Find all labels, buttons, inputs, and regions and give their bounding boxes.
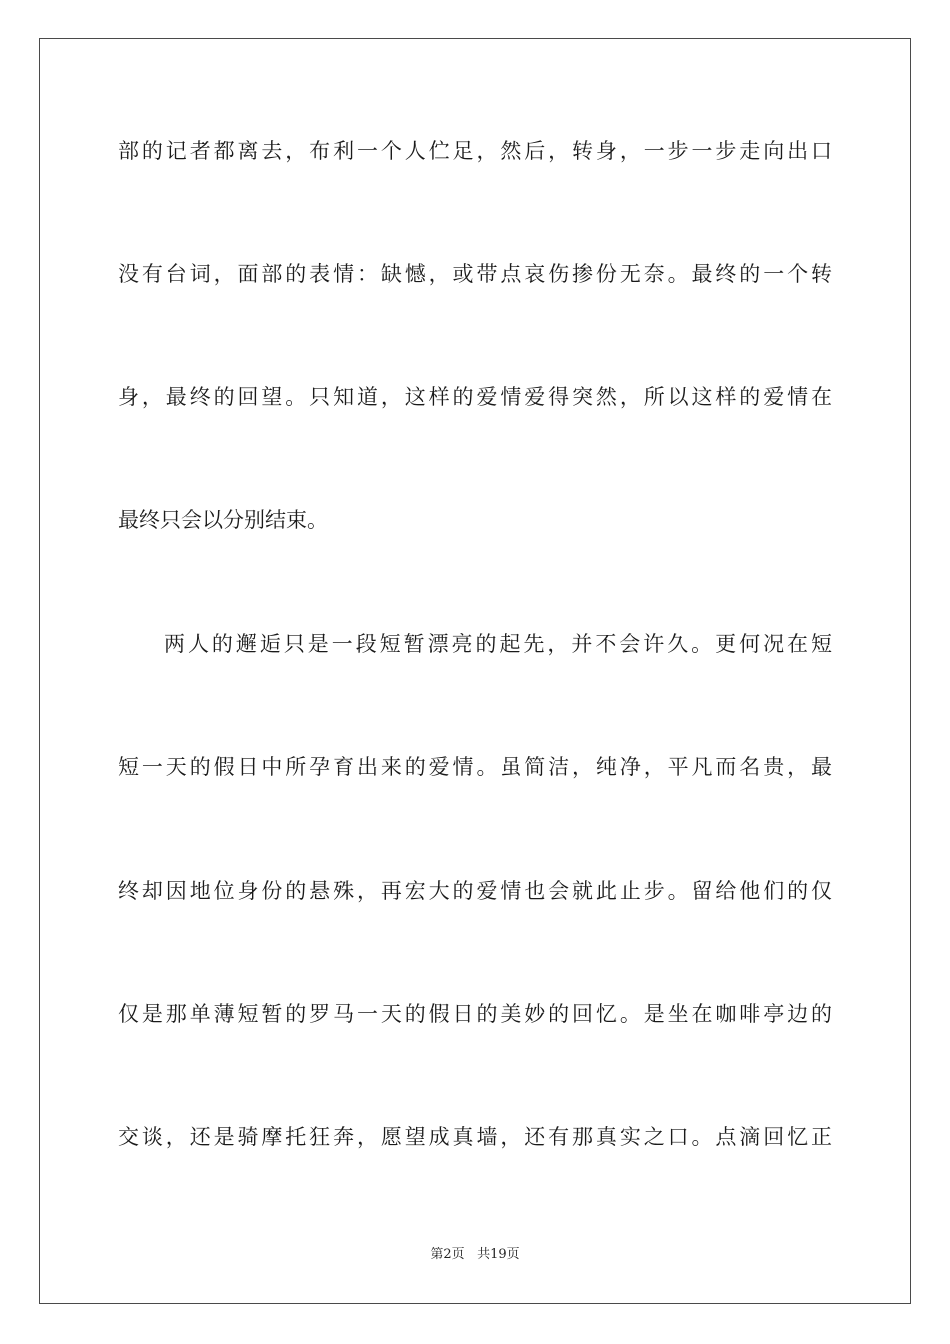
body-text-line: 身，最终的回望。只知道，这样的爱情爱得突然，所以这样的爱情在	[118, 385, 832, 409]
page-number: 第2页	[430, 1247, 465, 1262]
body-text-line: 没有台词，面部的表情：缺憾，或带点哀伤掺份无奈。最终的一个转	[118, 262, 832, 286]
body-text-line: 短一天的假日中所孕育出来的爱情。虽简洁，纯净，平凡而名贵，最	[118, 755, 832, 779]
body-text-line: 部的记者都离去，布利一个人伫足，然后，转身，一步一步走向出口	[118, 139, 832, 163]
page-footer	[0, 1246, 950, 1264]
body-text-line: 最终只会以分别结束。	[118, 508, 328, 532]
body-text-line: 终却因地位身份的悬殊，再宏大的爱情也会就此止步。留给他们的仅	[118, 879, 832, 903]
body-text-line: 仅是那单薄短暂的罗马一天的假日的美妙的回忆。是坐在咖啡亭边的	[118, 1002, 832, 1026]
page-total: 共19页	[477, 1247, 520, 1262]
paragraph-first-line: 两人的邂逅只是一段短暂漂亮的起先，并不会许久。更何况在短	[164, 632, 832, 656]
page-border	[39, 38, 911, 1304]
body-text-line: 交谈，还是骑摩托狂奔，愿望成真墙，还有那真实之口。点滴回忆正	[118, 1125, 832, 1149]
